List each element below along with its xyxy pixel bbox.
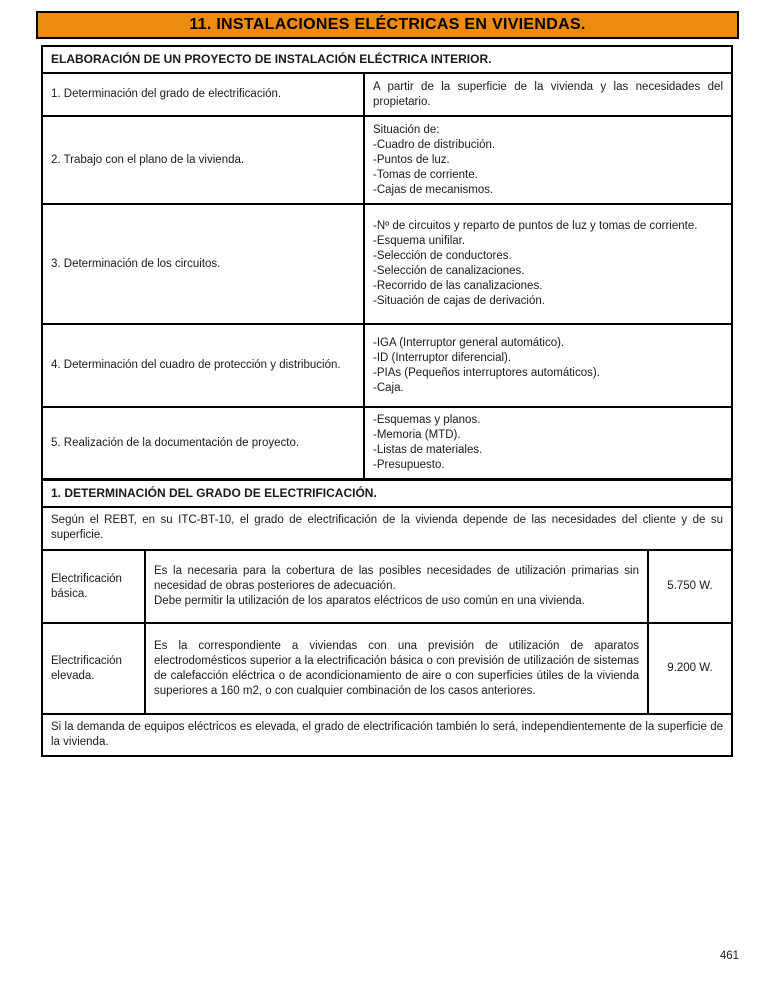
project-details-cell	[365, 205, 731, 323]
grade-power-cell	[649, 624, 731, 713]
text-line: Debe permitir la utilización de los aparatos eléctricos de uso común en una vivienda.	[154, 595, 585, 607]
text-line: -Nº de circuitos y reparto de puntos de luz y tomas de corriente.	[373, 220, 698, 232]
project-details-cell	[365, 408, 731, 478]
project-step-cell	[43, 117, 365, 203]
table-row	[43, 406, 731, 478]
table-header: ELABORACIÓN DE UN PROYECTO DE INSTALACIÓN ELÉCTRICA INTERIOR.	[51, 52, 492, 66]
text-line: -Tomas de corriente.	[373, 168, 478, 181]
text-line: -IGA (Interruptor general automático).	[373, 336, 565, 349]
section-note: Si la demanda de equipos eléctricos es elevada, el grado de electrificación también lo será, independientemente de la superficie de la vivienda.	[51, 721, 723, 748]
text-line: -Selección de canalizaciones.	[373, 265, 525, 277]
project-step-cell	[43, 325, 365, 406]
section-intro-row	[43, 506, 731, 549]
project-step-cell	[43, 74, 365, 115]
section-note-row	[43, 713, 731, 755]
project-details-cell	[365, 325, 731, 406]
table-header-row	[43, 47, 731, 72]
grade-description-cell	[146, 551, 649, 622]
text-line: -Memoria (MTD).	[373, 429, 461, 441]
grade-name-cell	[43, 624, 146, 713]
step-label: 1. Determinación del grado de electrificación.	[51, 88, 282, 100]
project-step-cell	[43, 408, 365, 478]
text-line: -ID (Interruptor diferencial).	[373, 351, 512, 364]
table-row	[43, 115, 731, 203]
text-line: -PIAs (Pequeños interruptores automáticos).	[373, 366, 600, 379]
project-step-cell	[43, 205, 365, 323]
table-row	[43, 72, 731, 115]
text-line: -Presupuesto.	[373, 459, 445, 471]
grade-description-cell	[146, 624, 649, 713]
section-header-row	[43, 478, 731, 506]
text-line: -Cuadro de distribución.	[373, 138, 496, 151]
text-line: Es la necesaria para la cobertura de las posibles necesidades de utilización primarias sin necesidad de obras posteriores de adecuación.	[154, 565, 639, 592]
text-line: -Listas de materiales.	[373, 444, 483, 456]
section-header: 1. DETERMINACIÓN DEL GRADO DE ELECTRIFICACIÓN.	[51, 486, 377, 500]
section-intro: Según el REBT, en su ITC-BT-10, el grado de electrificación de la vivienda depende de las necesidades del cliente y de su superficie.	[51, 514, 723, 541]
text-line: -Selección de conductores.	[373, 250, 512, 262]
text-line: -Caja.	[373, 381, 404, 394]
grade-name: Electrificación básica.	[51, 572, 122, 600]
grade-row-elevada	[43, 622, 731, 713]
project-details-cell	[365, 117, 731, 203]
text-line: -Situación de cajas de derivación.	[373, 295, 545, 307]
text-line: -Esquemas y planos.	[373, 414, 481, 426]
chapter-banner	[36, 11, 739, 39]
text-line: -Recorrido de las canalizaciones.	[373, 280, 543, 292]
project-elaboration-table	[41, 45, 733, 757]
text-line: A partir de la superficie de la vivienda y las necesidades del propietario.	[373, 80, 723, 108]
text-line: -Esquema unifilar.	[373, 235, 466, 247]
step-label: 5. Realización de la documentación de proyecto.	[51, 436, 300, 449]
text-line: Es la correspondiente a viviendas con una previsión de utilización de aparatos electrodomésticos superior a la electrificación básica o con previsión de utilización de sistemas de calefacción eléctrica o de acondicionamiento de aire o con superficies útiles de la vivienda superiores a 160 m2, o con cualquier combinación de los casos anteriores.	[154, 639, 639, 697]
text-line: -Cajas de mecanismos.	[373, 183, 494, 196]
chapter-title: 11. INSTALACIONES ELÉCTRICAS EN VIVIENDAS.	[189, 16, 586, 33]
grade-power-value: 5.750 W.	[667, 580, 713, 592]
project-details-cell	[365, 74, 731, 115]
table-row	[43, 203, 731, 323]
text-line: Situación de:	[373, 123, 440, 136]
grade-power-cell	[649, 551, 731, 622]
step-label: 2. Trabajo con el plano de la vivienda.	[51, 153, 245, 166]
grade-name: Electrificación elevada.	[51, 654, 122, 682]
grade-row-basica	[43, 549, 731, 622]
page-number: 461	[719, 950, 739, 962]
grade-name-cell	[43, 551, 146, 622]
step-label: 4. Determinación del cuadro de protección y distribución.	[51, 359, 341, 371]
step-label: 3. Determinación de los circuitos.	[51, 257, 221, 270]
grade-power-value: 9.200 W.	[667, 662, 713, 674]
text-line: -Puntos de luz.	[373, 153, 450, 166]
table-row	[43, 323, 731, 406]
